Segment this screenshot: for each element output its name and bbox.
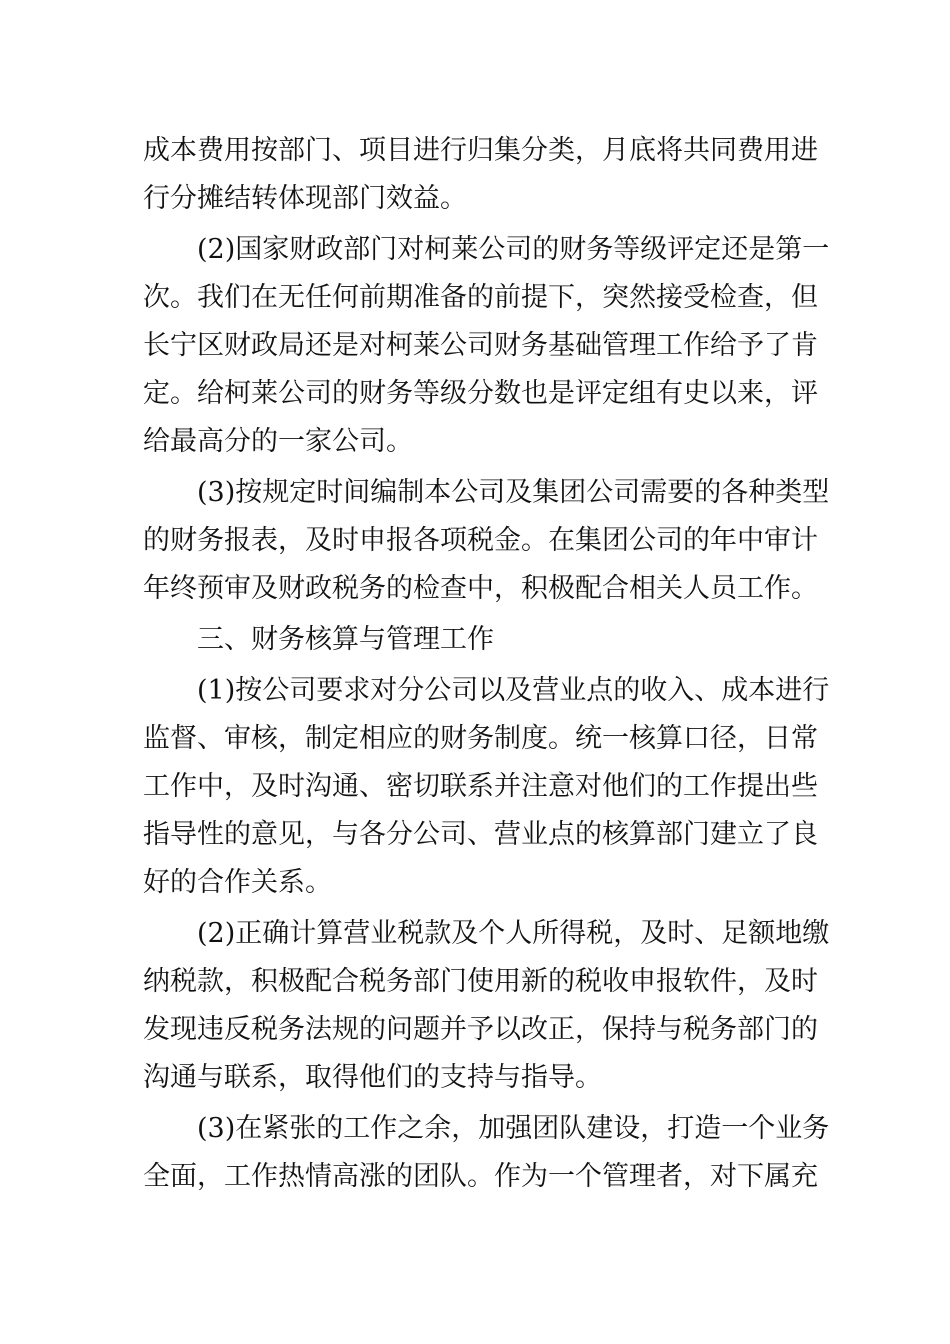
paragraph-line: 工作中，及时沟通、密切联系并注意对他们的工作提出些 <box>143 771 818 802</box>
paragraph-line: 给最高分的一家公司。 <box>143 426 413 457</box>
paragraph-line: 发现违反税务法规的问题并予以改正，保持与税务部门的 <box>143 1014 818 1045</box>
body-text <box>143 127 830 1201</box>
paragraph-line: 定。给柯莱公司的财务等级分数也是评定组有史以来，评 <box>143 378 818 409</box>
paragraph-line: (2)国家财政部门对柯莱公司的财务等级评定还是第一 <box>197 234 830 265</box>
paragraph-line: 全面，工作热情高涨的团队。作为一个管理者，对下属充 <box>143 1161 818 1192</box>
paragraph-line: 成本费用按部门、项目进行归集分类，月底将共同费用进 <box>143 135 818 166</box>
paragraph-line: 指导性的意见，与各分公司、营业点的核算部门建立了良 <box>143 819 818 850</box>
paragraph-line: 长宁区财政局还是对柯莱公司财务基础管理工作给予了肯 <box>143 330 818 361</box>
paragraph-line: 监督、审核，制定相应的财务制度。统一核算口径，日常 <box>143 723 818 754</box>
section-heading: 三、财务核算与管理工作 <box>197 624 494 655</box>
paragraph-line: 年终预审及财政税务的检查中，积极配合相关人员工作。 <box>143 573 818 604</box>
paragraph-line: (3)按规定时间编制本公司及集团公司需要的各种类型 <box>197 477 830 508</box>
paragraph-line: 的财务报表，及时申报各项税金。在集团公司的年中审计 <box>143 525 818 556</box>
paragraph-line: 次。我们在无任何前期准备的前提下，突然接受检查，但 <box>143 282 818 313</box>
paragraph-line: (1)按公司要求对分公司以及营业点的收入、成本进行 <box>197 675 830 706</box>
paragraph-line: 行分摊结转体现部门效益。 <box>143 183 467 214</box>
paragraph-line: (3)在紧张的工作之余，加强团队建设，打造一个业务 <box>197 1113 830 1144</box>
paragraph-line: 沟通与联系，取得他们的支持与指导。 <box>143 1062 602 1093</box>
paragraph-line: 纳税款，积极配合税务部门使用新的税收申报软件，及时 <box>143 966 818 997</box>
paragraph-line: (2)正确计算营业税款及个人所得税，及时、足额地缴 <box>197 918 830 949</box>
paragraph-line: 好的合作关系。 <box>143 867 332 898</box>
